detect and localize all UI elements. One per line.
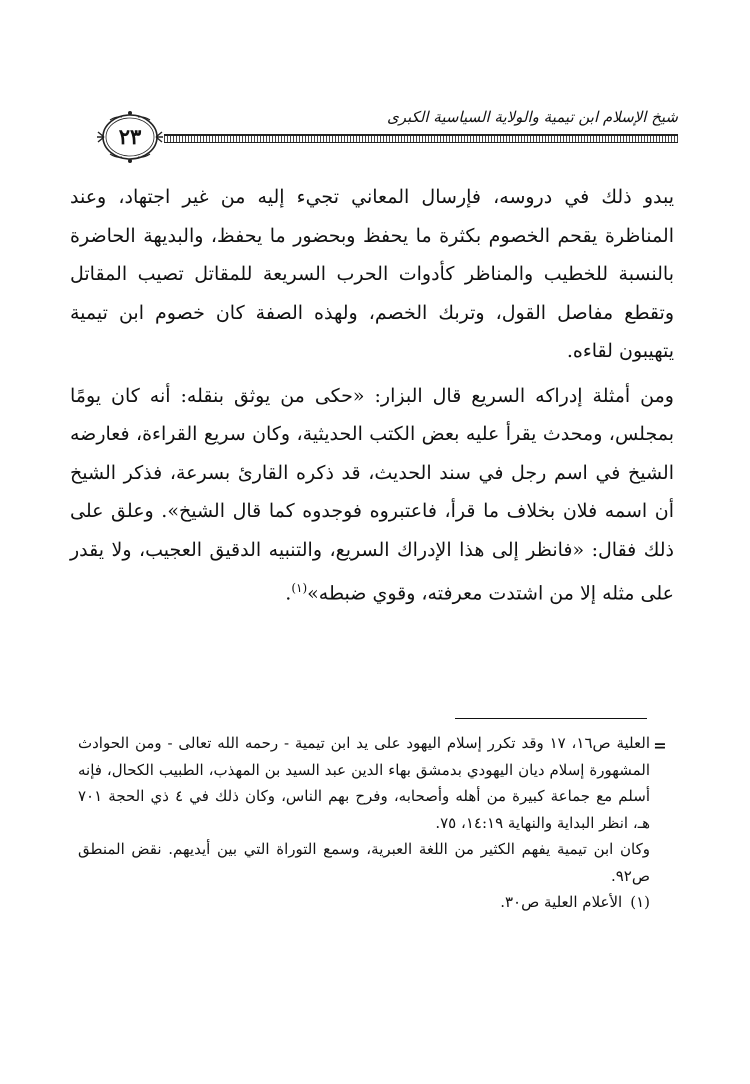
footnote-1	[78, 889, 650, 916]
paragraph-2	[70, 377, 674, 613]
footnotes	[78, 730, 650, 916]
page-header	[78, 100, 678, 170]
footnote-continued: العلية ص١٦، ١٧ وقد تكرر إسلام اليهود على يد ابن تيمية - رحمه الله تعالى - ومن الحوادث المشهورة إسلام ديان اليهودي بدمشق بهاء الدين عبد السيد بن المهذب، الطبيب الكحال، فإنه أسلم مع جماعة كبيرة من أهله وأصحابه، وفرح بهم الناس، وكان ذلك في ٤ ذي الحجة ٧٠١ هـ، انظر البداية والنهاية ١٤:١٩، ٧٥.	[78, 734, 650, 832]
header-rule	[164, 134, 678, 143]
footnote-ref-1: (١)	[291, 581, 308, 595]
paragraph-1: يبدو ذلك في دروسه، فإرسال المعاني تجيء إليه من غير اجتهاد، وعند المناظرة يقحم الخصوم بكثرة ما يحفظ وبحضور ما يحفظ، والبديهة الحاضرة بالنسبة للخطيب والمناظر كأدوات الحرب السريعة للمقاتل تصيب المقاتل وتقطع مفاصل القول، وتربك الخصم، ولهذه الصفة كان خصوم ابن تيمية يتهيبون لقاءه.	[70, 186, 675, 362]
footnote-continued-2: وكان ابن تيمية يفهم الكثير من اللغة العبرية، وسمع التوراة التي بين أيديهم. نقض المنطق ص٩٢.	[78, 840, 650, 885]
footnote-1-text: الأعلام العلية ص٣٠.	[500, 893, 623, 911]
page-number-ornament	[96, 108, 164, 166]
footnote-continuation-mark: =	[653, 736, 667, 755]
paragraph-2-text: ومن أمثلة إدراكه السريع قال البزار: «حكى من يوثق بنقله: أنه كان يومًا بمجلس، ومحدث يقرأ عليه بعض الكتب الحديثية، وكان سريع القراءة، فعارضه الشيخ في اسم رجل في سند الحديث، قد ذكره القارئ بسرعة، فذكر الشيخ أن اسمه فلان بخلاف ما قرأ، فاعتبروه فوجدوه كما قال الشيخ». وعلق على ذلك فقال: «فانظر إلى هذا الإدراك السريع، والتنبيه الدقيق العجيب، ولا يقدر على مثله إلا من اشتدت معرفته، وقوي ضبطه»	[70, 384, 674, 605]
footnote-1-label: (١)	[630, 893, 650, 911]
main-text	[70, 178, 674, 613]
page-number: ٢٣	[118, 124, 142, 149]
running-title: شيخ الإسلام ابن تيمية والولاية السياسية الكبرى	[386, 108, 678, 126]
paragraph-2-period: .	[285, 582, 292, 605]
footnote-divider	[455, 718, 647, 719]
